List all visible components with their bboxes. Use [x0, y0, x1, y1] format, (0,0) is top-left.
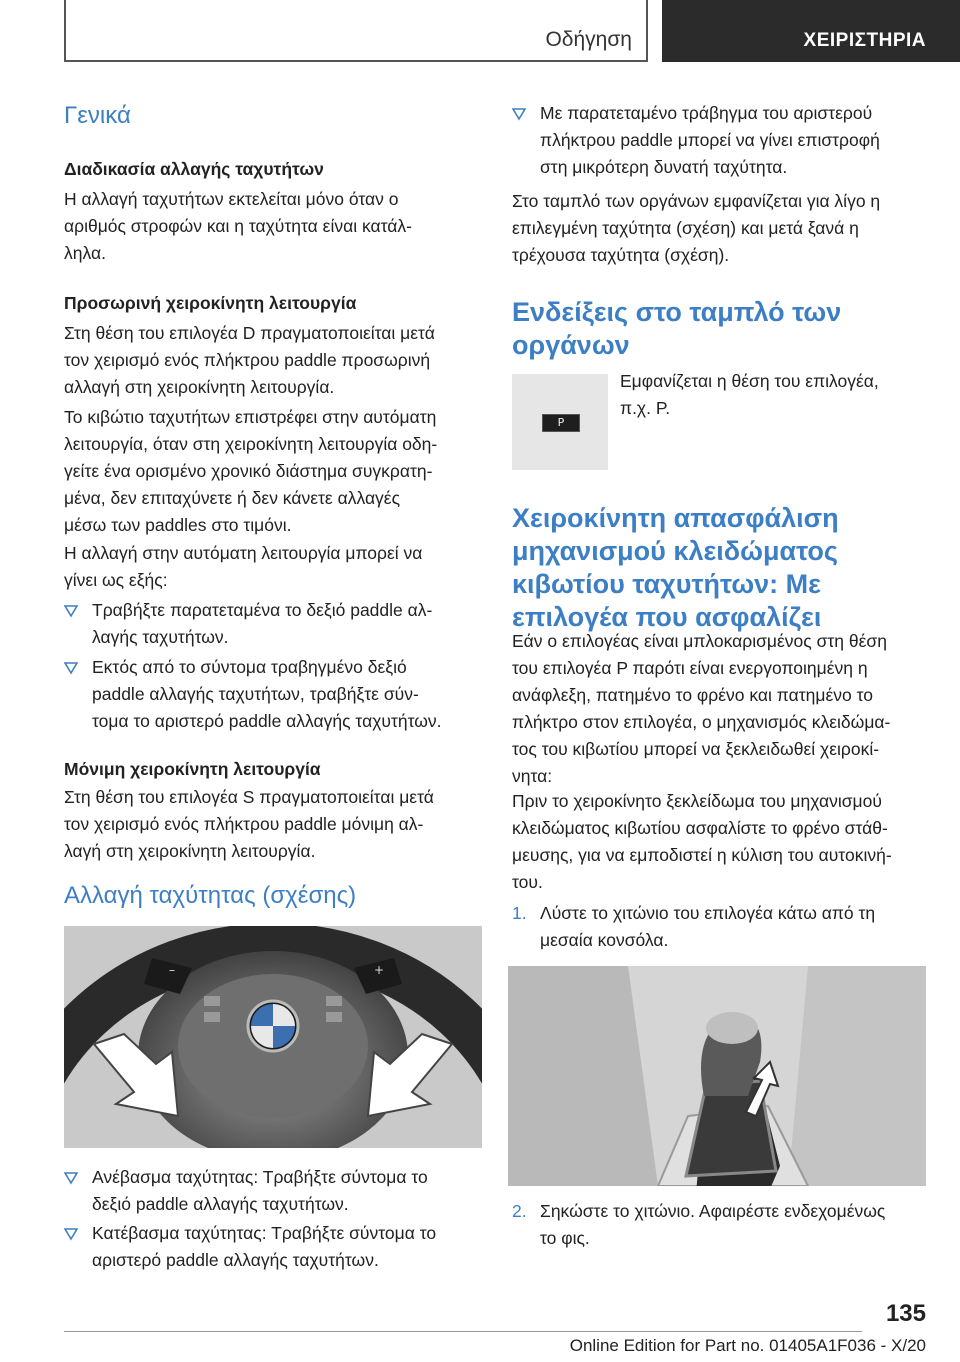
display-figure [512, 374, 608, 470]
text-line: ανάφλεξη, πατημένο το φρένο και πατημένο το [512, 685, 873, 705]
text-line: Εμφανίζεται η θέση του επιλογέα, [620, 371, 879, 391]
heading-gear-change: Αλλαγή ταχύτητας (σχέσης) [64, 882, 357, 909]
step-number: 2. [512, 1201, 527, 1221]
text-line: Λύστε το χιτώνιο του επιλογέα κάτω από τη [540, 903, 876, 923]
paragraph-release-2 [512, 788, 892, 896]
text-line: επιλεγμένη ταχύτητα (σχέση) και μετά ξανά η [512, 218, 859, 238]
text-line: τον χειρισμό ενός πλήκτρου paddle προσωρινή [64, 350, 431, 370]
text-line: ληλα. [64, 243, 106, 263]
header-section-tab [64, 0, 648, 62]
triangle-bullet-icon [64, 1227, 78, 1241]
paragraph-temp-1 [64, 320, 435, 401]
text-line: δεξιό paddle αλλαγής ταχυτήτων. [92, 1194, 349, 1214]
steering-wheel-figure [64, 926, 482, 1148]
heading-line: μηχανισμού κλειδώματος [512, 536, 838, 566]
paddle-plus-label: + [374, 963, 385, 977]
text-line: λαγής ταχυτήτων. [92, 627, 229, 647]
header-chapter-tab [662, 0, 960, 62]
bullet-item [64, 654, 482, 735]
text-line: Στη θέση του επιλογέα S πραγματοποιείται μετά [64, 787, 434, 807]
gear-display-letter: P [557, 416, 565, 429]
text-line: μεσαία κονσόλα. [540, 930, 669, 950]
text-line: τομα το αριστερό paddle αλλαγής ταχυτήτων. [92, 711, 442, 731]
text-line: μευσης, για να εμποδιστεί η κύλιση του αυτοκινή- [512, 845, 892, 865]
header-chapter-label: ΧΕΙΡΙΣΤΗΡΙΑ [803, 30, 926, 51]
text-line: Στη θέση του επιλογέα D πραγματοποιείται μετά [64, 323, 435, 343]
text-line: πλήκτρο στον επιλογέα, ο μηχανισμός κλειδώμα- [512, 712, 891, 732]
heading-general: Γενικά [64, 102, 131, 129]
text-line: Με παρατεταμένο τράβηγμα του αριστερού [540, 103, 873, 123]
text-line: μένα, δεν επιταχύνετε ή δεν κάνετε αλλαγές [64, 488, 401, 508]
heading-temp-manual: Προσωρινή χειροκίνητη λειτουργία [64, 293, 357, 313]
text-line: Η αλλαγή στην αυτόματη λειτουργία μπορεί να [64, 543, 423, 563]
heading-line: Χειροκίνητη απασφάλιση [512, 503, 839, 533]
heading-line: Ενδείξεις στο ταμπλό των [512, 297, 842, 327]
text-line: Η αλλαγή ταχυτήτων εκτελείται μόνο όταν ο [64, 189, 399, 209]
text-line: το φις. [540, 1228, 590, 1248]
heading-perm-manual: Μόνιμη χειροκίνητη λειτουργία [64, 759, 321, 779]
text-line: γίνει ως εξής: [64, 570, 168, 590]
text-line: Πριν το χειροκίνητο ξεκλείδωμα του μηχανισμού [512, 791, 882, 811]
paragraph-procedure [64, 186, 412, 267]
text-line: κλειδώματος κιβωτίου ασφαλίστε το φρένο στάθ- [512, 818, 888, 838]
triangle-bullet-icon [64, 604, 78, 618]
text-line: Τραβήξτε παρατεταμένα το δεξιό paddle αλ- [92, 600, 433, 620]
text-line: τον χειρισμό ενός πλήκτρου paddle μόνιμη αλ- [64, 814, 424, 834]
text-line: paddle αλλαγής ταχυτήτων, τραβήξτε σύν- [92, 684, 419, 704]
text-line: Στο ταμπλό των οργάνων εμφανίζεται για λίγο η [512, 191, 881, 211]
bullet-item [64, 1220, 482, 1274]
gear-selector-figure [508, 966, 926, 1186]
bullet-item [64, 1164, 482, 1218]
triangle-bullet-icon [512, 107, 526, 121]
text-line: στη μικρότερη δυνατή ταχύτητα. [540, 157, 788, 177]
text-line: Σηκώστε το χιτώνιο. Αφαιρέστε ενδεχομένως [540, 1201, 886, 1221]
text-line: αριστερό paddle αλλαγής ταχυτήτων. [92, 1250, 379, 1270]
text-line: πλήκτρου paddle μπορεί να γίνει επιστροφή [540, 130, 880, 150]
paragraph-temp-2 [64, 404, 437, 539]
text-line: νητα: [512, 766, 553, 786]
paddle-minus-label: – [169, 963, 175, 977]
text-line: Ανέβασμα ταχύτητας: Τραβήξτε σύντομα το [92, 1167, 428, 1187]
triangle-bullet-icon [64, 1171, 78, 1185]
step-number: 1. [512, 903, 527, 923]
text-line: του. [512, 872, 543, 892]
paragraph-perm [64, 784, 434, 865]
footer-edition: Online Edition for Part no. 01405A1F036 - X/20 [569, 1336, 926, 1355]
paragraph-display [620, 368, 926, 422]
heading-release [512, 502, 839, 634]
step-item [512, 900, 926, 954]
text-line: Το κιβώτιο ταχυτήτων επιστρέφει στην αυτόματη [64, 407, 437, 427]
heading-procedure: Διαδικασία αλλαγής ταχυτήτων [64, 159, 324, 179]
text-line: λαγή στη χειροκίνητη λειτουργία. [64, 841, 316, 861]
text-line: μέσω των paddles στο τιμόνι. [64, 515, 292, 535]
gear-selector-illustration [508, 966, 926, 1186]
bullet-item [512, 100, 926, 181]
heading-line: οργάνων [512, 330, 630, 360]
paragraph-panel [512, 188, 880, 269]
page-number: 135 [885, 1300, 926, 1327]
heading-line: κιβωτίου ταχυτήτων: Με [512, 569, 821, 599]
paragraph-release-1 [512, 628, 890, 790]
step-item [512, 1198, 926, 1252]
triangle-bullet-icon [64, 661, 78, 675]
heading-line: επιλογέα που ασφαλίζει [512, 602, 822, 632]
header-section-label: Οδήγηση [545, 28, 632, 51]
text-line: λειτουργία, όταν στη χειροκίνητη λειτουργία οδη- [64, 434, 438, 454]
steering-wheel-illustration [64, 926, 482, 1148]
heading-indicators [512, 296, 841, 362]
text-line: του επιλογέα P παρότι είναι ενεργοποιημένη η [512, 658, 868, 678]
text-line: γείτε ένα ορισμένο χρονικό διάστημα συγκρατη- [64, 461, 433, 481]
text-line: αλλαγή στη χειροκίνητη λειτουργία. [64, 377, 335, 397]
text-line: Εάν ο επιλογέας είναι μπλοκαρισμένος στη θέση [512, 631, 887, 651]
footer-divider [64, 1331, 862, 1332]
text-line: τος του κιβωτίου μπορεί να ξεκλειδωθεί χειροκί- [512, 739, 880, 759]
text-line: π.χ. P. [620, 398, 671, 418]
text-line: Κατέβασμα ταχύτητας: Τραβήξτε σύντομα το [92, 1223, 437, 1243]
text-line: τρέχουσα ταχύτητα (σχέση). [512, 245, 730, 265]
paragraph-temp-3 [64, 540, 422, 594]
bullet-item [64, 597, 482, 651]
text-line: Εκτός από το σύντομα τραβηγμένο δεξιό [92, 657, 407, 677]
text-line: αριθμός στροφών και η ταχύτητα είναι κατάλ- [64, 216, 412, 236]
gear-display [542, 414, 580, 432]
